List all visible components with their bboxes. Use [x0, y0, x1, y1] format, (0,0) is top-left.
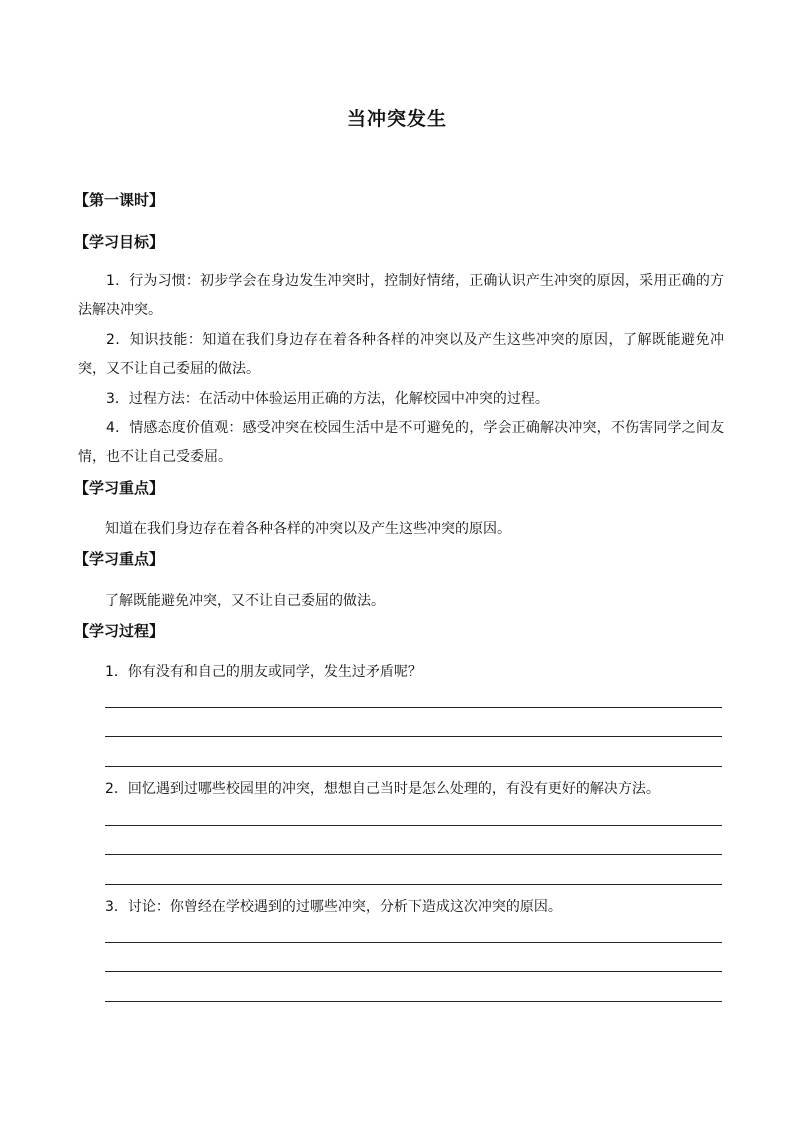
- answer-line[interactable]: [105, 825, 722, 826]
- goals-heading: 【学习目标】: [74, 233, 165, 251]
- goal-item-1: 1．行为习惯：初步学会在身边发生冲突时，控制好情绪，正确认识产生冲突的原因，采用正确的方法解决冲突。: [78, 273, 724, 318]
- answer-line[interactable]: [105, 707, 722, 708]
- question-1: 1．你有没有和自己的朋友或同学，发生过矛盾呢？: [105, 664, 422, 680]
- answer-line[interactable]: [105, 971, 722, 972]
- goal-item-3: 3．过程方法：在活动中体验运用正确的方法，化解校园中冲突的过程。: [106, 391, 549, 407]
- answer-line[interactable]: [105, 766, 722, 767]
- difficult-point-text: 了解既能避免冲突，又不让自己委屈的做法。: [105, 593, 385, 609]
- answer-line[interactable]: [105, 854, 722, 855]
- process-heading: 【学习过程】: [74, 622, 165, 640]
- goal-item-4: 4．情感态度价值观：感受冲突在校园生活中是不可避免的，学会正确解决冲突，不伤害同学之间友情，也不让自己受委屈。: [78, 420, 724, 465]
- question-3: 3．讨论：你曾经在学校遇到的过哪些冲突，分析下造成这次冲突的原因。: [105, 899, 562, 915]
- key-point-heading: 【学习重点】: [74, 479, 165, 497]
- key-point-text: 知道在我们身边存在着各种各样的冲突以及产生这些冲突的原因。: [105, 521, 511, 537]
- answer-line[interactable]: [105, 942, 722, 943]
- goal-item-2: 2．知识技能：知道在我们身边存在着各种各样的冲突以及产生这些冲突的原因，了解既能避免冲突，又不让自己委屈的做法。: [78, 332, 724, 377]
- section-period-heading: 【第一课时】: [74, 191, 165, 209]
- difficult-point-heading: 【学习重点】: [74, 550, 165, 568]
- document-title: 当冲突发生: [346, 108, 447, 130]
- answer-line[interactable]: [105, 736, 722, 737]
- answer-line[interactable]: [105, 884, 722, 885]
- answer-line[interactable]: [105, 1001, 722, 1002]
- question-2: 2．回忆遇到过哪些校园里的冲突，想想自己当时是怎么处理的，有没有更好的解决方法。: [105, 781, 660, 797]
